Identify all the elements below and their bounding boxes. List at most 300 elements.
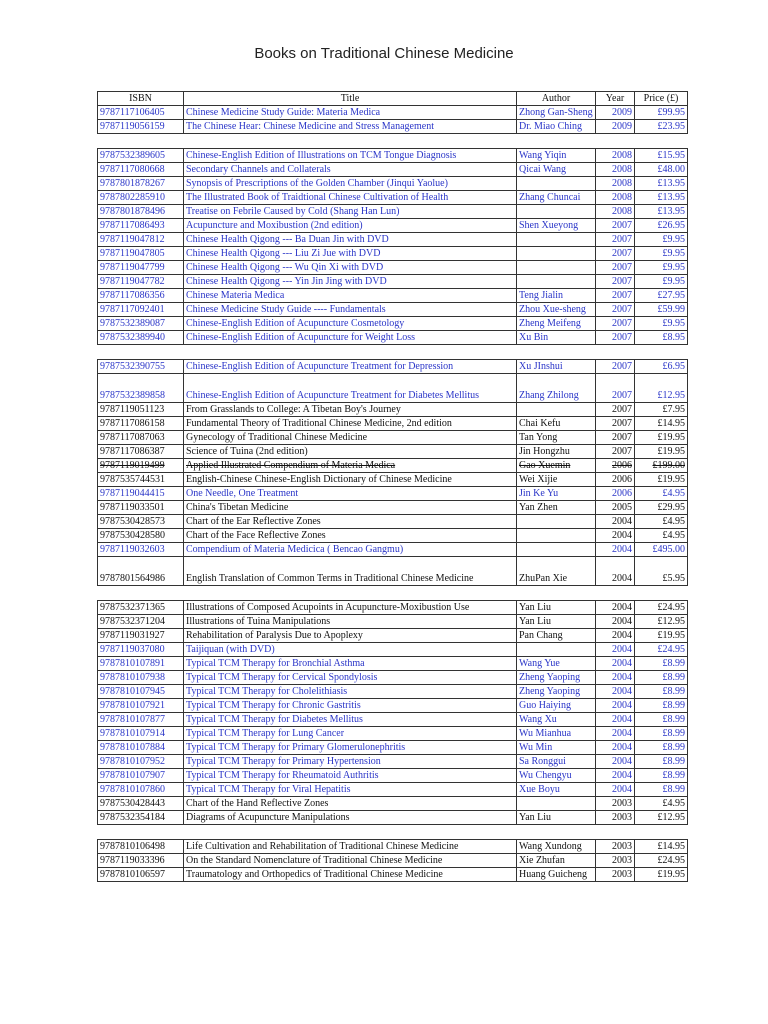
- year-cell: 2003: [596, 868, 635, 882]
- isbn-cell[interactable]: 9787119037080: [98, 643, 184, 657]
- table-row: [98, 331, 688, 345]
- isbn-cell[interactable]: 9787532389605: [98, 149, 184, 163]
- isbn-cell: 9787119031927: [98, 629, 184, 643]
- author-cell: [517, 529, 596, 543]
- price-cell[interactable]: £12.95: [635, 374, 688, 403]
- author-cell[interactable]: Wang Xu: [517, 713, 596, 727]
- price-cell[interactable]: £8.99: [635, 727, 688, 741]
- table-row: [98, 515, 688, 529]
- year-cell[interactable]: 2007: [596, 374, 635, 403]
- isbn-cell[interactable]: 9787810107914: [98, 727, 184, 741]
- year-cell: 2004: [596, 529, 635, 543]
- year-cell[interactable]: 2008: [596, 149, 635, 163]
- year-cell: 2004: [596, 557, 635, 586]
- table-row: [98, 149, 688, 163]
- year-cell[interactable]: 2007: [596, 289, 635, 303]
- author-cell: [517, 515, 596, 529]
- table-row: [98, 445, 688, 459]
- price-cell: £19.95: [635, 629, 688, 643]
- author-cell: Yan Liu: [517, 615, 596, 629]
- author-cell: Jin Hongzhu: [517, 445, 596, 459]
- table-row: [98, 459, 688, 473]
- year-cell[interactable]: 2008: [596, 163, 635, 177]
- spacer-cell: [517, 586, 596, 601]
- price-cell[interactable]: £495.00: [635, 543, 688, 557]
- title-cell: Chart of the Face Reflective Zones: [184, 529, 517, 543]
- year-cell: 2004: [596, 515, 635, 529]
- year-cell: 2004: [596, 615, 635, 629]
- title-cell: Gynecology of Traditional Chinese Medicine: [184, 431, 517, 445]
- isbn-cell[interactable]: 9787810107877: [98, 713, 184, 727]
- price-cell[interactable]: £9.95: [635, 261, 688, 275]
- column-header-isbn: ISBN: [98, 92, 184, 106]
- author-cell: Wei Xijie: [517, 473, 596, 487]
- title-cell[interactable]: The Chinese Hear: Chinese Medicine and Stress Management: [184, 120, 517, 134]
- table-row: [98, 755, 688, 769]
- title-cell: China's Tibetan Medicine: [184, 501, 517, 515]
- spacer-cell: [517, 345, 596, 360]
- isbn-cell[interactable]: 9787810107952: [98, 755, 184, 769]
- isbn-cell[interactable]: 9787119047782: [98, 275, 184, 289]
- author-cell: [517, 403, 596, 417]
- year-cell[interactable]: 2004: [596, 741, 635, 755]
- spacer-row: [98, 586, 688, 601]
- author-cell[interactable]: [517, 261, 596, 275]
- isbn-cell[interactable]: 9787810107938: [98, 671, 184, 685]
- year-cell[interactable]: 2007: [596, 219, 635, 233]
- table-row: [98, 543, 688, 557]
- year-cell[interactable]: 2007: [596, 275, 635, 289]
- table-row: [98, 417, 688, 431]
- author-cell[interactable]: Zhang Chuncai: [517, 191, 596, 205]
- price-cell: £19.95: [635, 473, 688, 487]
- books-table: [97, 91, 688, 882]
- spacer-cell: [596, 825, 635, 840]
- title-cell: English-Chinese Chinese-English Dictionary of Chinese Medicine: [184, 473, 517, 487]
- isbn-cell[interactable]: 9787119032603: [98, 543, 184, 557]
- year-cell: 2004: [596, 629, 635, 643]
- year-cell[interactable]: 2004: [596, 783, 635, 797]
- price-cell[interactable]: £8.99: [635, 741, 688, 755]
- year-cell[interactable]: 2008: [596, 191, 635, 205]
- author-cell[interactable]: Xu Bin: [517, 331, 596, 345]
- table-row: [98, 797, 688, 811]
- table-row: [98, 727, 688, 741]
- year-cell[interactable]: 2009: [596, 106, 635, 120]
- author-cell[interactable]: Zheng Yaoping: [517, 671, 596, 685]
- table-row: [98, 191, 688, 205]
- isbn-cell[interactable]: 9787532389858: [98, 374, 184, 403]
- isbn-cell[interactable]: 9787119047805: [98, 247, 184, 261]
- spacer-cell: [98, 345, 184, 360]
- spacer-cell: [184, 586, 517, 601]
- title-cell[interactable]: Chinese-English Edition of Acupuncture for Weight Loss: [184, 331, 517, 345]
- year-cell[interactable]: 2007: [596, 247, 635, 261]
- author-cell[interactable]: Wu Mianhua: [517, 727, 596, 741]
- year-cell: 2003: [596, 797, 635, 811]
- year-cell[interactable]: 2004: [596, 657, 635, 671]
- table-row: [98, 275, 688, 289]
- author-cell[interactable]: Xu JInshui: [517, 360, 596, 374]
- table-row: [98, 501, 688, 515]
- year-cell[interactable]: 2004: [596, 699, 635, 713]
- title-cell[interactable]: Compendium of Materia Medicica ( Bencao Gangmu): [184, 543, 517, 557]
- title-cell[interactable]: Chinese Medicine Study Guide ---- Fundamentals: [184, 303, 517, 317]
- isbn-cell[interactable]: 9787532389940: [98, 331, 184, 345]
- table-row: [98, 643, 688, 657]
- header-row: [98, 92, 688, 106]
- author-cell[interactable]: Shen Xueyong: [517, 219, 596, 233]
- title-cell[interactable]: Typical TCM Therapy for Bronchial Asthma: [184, 657, 517, 671]
- price-cell: £4.95: [635, 797, 688, 811]
- price-cell: £19.95: [635, 431, 688, 445]
- table-row: [98, 769, 688, 783]
- title-cell[interactable]: Chinese-English Edition of Acupuncture Cosmetology: [184, 317, 517, 331]
- author-cell[interactable]: Wu Min: [517, 741, 596, 755]
- title-cell[interactable]: Chinese Medicine Study Guide: Materia Medica: [184, 106, 517, 120]
- isbn-cell[interactable]: 9787810107891: [98, 657, 184, 671]
- year-cell[interactable]: 2004: [596, 713, 635, 727]
- title-cell: Illustrations of Composed Acupoints in Acupuncture-Moxibustion Use: [184, 601, 517, 615]
- isbn-cell: 9787810106597: [98, 868, 184, 882]
- author-cell: Pan Chang: [517, 629, 596, 643]
- year-cell: 2004: [596, 601, 635, 615]
- isbn-cell[interactable]: 9787117092401: [98, 303, 184, 317]
- price-cell[interactable]: £8.99: [635, 769, 688, 783]
- price-cell[interactable]: £8.99: [635, 699, 688, 713]
- title-cell: Applied Illustrated Compendium of Materia Medica: [184, 459, 517, 473]
- table-row: [98, 783, 688, 797]
- title-cell[interactable]: Treatise on Febrile Caused by Cold (Shang Han Lun): [184, 205, 517, 219]
- price-cell[interactable]: £9.95: [635, 317, 688, 331]
- isbn-cell[interactable]: 9787119047799: [98, 261, 184, 275]
- isbn-cell[interactable]: 9787119056159: [98, 120, 184, 134]
- table-row: [98, 601, 688, 615]
- isbn-cell[interactable]: 9787117080668: [98, 163, 184, 177]
- spacer-row: [98, 134, 688, 149]
- isbn-cell: 9787532371365: [98, 601, 184, 615]
- author-cell: Chai Kefu: [517, 417, 596, 431]
- author-cell[interactable]: Dr. Miao Ching: [517, 120, 596, 134]
- year-cell[interactable]: 2007: [596, 303, 635, 317]
- year-cell[interactable]: 2008: [596, 177, 635, 191]
- title-cell[interactable]: Typical TCM Therapy for Rheumatoid Authritis: [184, 769, 517, 783]
- title-cell: Illustrations of Tuina Manipulations: [184, 615, 517, 629]
- isbn-cell: 9787119033501: [98, 501, 184, 515]
- title-cell[interactable]: Typical TCM Therapy for Cervical Spondylosis: [184, 671, 517, 685]
- title-cell[interactable]: Chinese Health Qigong --- Wu Qin Xi with DVD: [184, 261, 517, 275]
- isbn-cell[interactable]: 9787117086493: [98, 219, 184, 233]
- author-cell[interactable]: Zhou Xue-sheng: [517, 303, 596, 317]
- spacer-cell: [98, 134, 184, 149]
- price-cell[interactable]: £23.95: [635, 120, 688, 134]
- year-cell[interactable]: 2008: [596, 205, 635, 219]
- year-cell: 2007: [596, 403, 635, 417]
- title-cell[interactable]: Typical TCM Therapy for Cholelithiasis: [184, 685, 517, 699]
- author-cell: Xie Zhufan: [517, 854, 596, 868]
- isbn-cell: 9787119033396: [98, 854, 184, 868]
- author-cell: ZhuPan Xie: [517, 557, 596, 586]
- spacer-cell: [517, 134, 596, 149]
- column-header-title: Title: [184, 92, 517, 106]
- isbn-cell: 9787119019499: [98, 459, 184, 473]
- spacer-cell: [184, 345, 517, 360]
- table-row: [98, 657, 688, 671]
- price-cell[interactable]: £4.95: [635, 487, 688, 501]
- price-cell[interactable]: £8.99: [635, 671, 688, 685]
- title-cell[interactable]: Chinese Health Qigong --- Liu Zi Jue with DVD: [184, 247, 517, 261]
- title-cell[interactable]: Chinese Health Qigong --- Yin Jin Jing with DVD: [184, 275, 517, 289]
- year-cell: 2003: [596, 840, 635, 854]
- price-cell: £24.95: [635, 854, 688, 868]
- author-cell: Gao Xuemin: [517, 459, 596, 473]
- author-cell[interactable]: Zhong Gan-Sheng: [517, 106, 596, 120]
- price-cell[interactable]: £8.99: [635, 713, 688, 727]
- year-cell[interactable]: 2004: [596, 755, 635, 769]
- price-cell[interactable]: £8.99: [635, 685, 688, 699]
- year-cell[interactable]: 2004: [596, 671, 635, 685]
- isbn-cell: 9787117086387: [98, 445, 184, 459]
- price-cell[interactable]: £9.95: [635, 233, 688, 247]
- table-row: [98, 360, 688, 374]
- table-row: [98, 854, 688, 868]
- price-cell[interactable]: £8.99: [635, 755, 688, 769]
- year-cell[interactable]: 2007: [596, 233, 635, 247]
- isbn-cell: 9787117086158: [98, 417, 184, 431]
- author-cell[interactable]: Sa Ronggui: [517, 755, 596, 769]
- spacer-row: [98, 345, 688, 360]
- spacer-cell: [596, 345, 635, 360]
- table-row: [98, 473, 688, 487]
- author-cell[interactable]: Xue Boyu: [517, 783, 596, 797]
- price-cell[interactable]: £27.95: [635, 289, 688, 303]
- year-cell[interactable]: 2006: [596, 487, 635, 501]
- isbn-cell[interactable]: 9787532390755: [98, 360, 184, 374]
- title-cell[interactable]: Typical TCM Therapy for Lung Cancer: [184, 727, 517, 741]
- title-cell[interactable]: Chinese Materia Medica: [184, 289, 517, 303]
- spacer-cell: [184, 134, 517, 149]
- isbn-cell[interactable]: 9787810107884: [98, 741, 184, 755]
- author-cell[interactable]: [517, 643, 596, 657]
- title-cell[interactable]: The Illustrated Book of Traidtional Chinese Cultivation of Health: [184, 191, 517, 205]
- title-cell: Traumatology and Orthopedics of Traditional Chinese Medicine: [184, 868, 517, 882]
- year-cell[interactable]: 2007: [596, 261, 635, 275]
- isbn-cell: 9787117087063: [98, 431, 184, 445]
- year-cell[interactable]: 2007: [596, 360, 635, 374]
- table-row: [98, 163, 688, 177]
- title-cell[interactable]: One Needle, One Treatment: [184, 487, 517, 501]
- isbn-cell[interactable]: 9787119044415: [98, 487, 184, 501]
- table-row: [98, 233, 688, 247]
- spacer-cell: [98, 825, 184, 840]
- year-cell[interactable]: 2004: [596, 643, 635, 657]
- year-cell[interactable]: 2007: [596, 317, 635, 331]
- table-row: [98, 840, 688, 854]
- table-row: [98, 685, 688, 699]
- spacer-cell: [98, 586, 184, 601]
- table-row: [98, 671, 688, 685]
- price-cell[interactable]: £8.99: [635, 657, 688, 671]
- title-cell: Chart of the Ear Reflective Zones: [184, 515, 517, 529]
- price-cell: £12.95: [635, 811, 688, 825]
- title-cell[interactable]: Chinese-English Edition of Acupuncture Treatment for Diabetes Mellitus: [184, 374, 517, 403]
- year-cell: 2003: [596, 854, 635, 868]
- title-cell[interactable]: Synopsis of Prescriptions of the Golden Chamber (Jinqui Yaolue): [184, 177, 517, 191]
- author-cell[interactable]: Zheng Meifeng: [517, 317, 596, 331]
- title-cell[interactable]: Chinese-English Edition of Acupuncture Treatment for Depression: [184, 360, 517, 374]
- author-cell[interactable]: Teng Jialin: [517, 289, 596, 303]
- title-cell: Fundamental Theory of Traditional Chinese Medicine, 2nd edition: [184, 417, 517, 431]
- column-header-author: Author: [517, 92, 596, 106]
- table-row: [98, 303, 688, 317]
- author-cell[interactable]: [517, 205, 596, 219]
- title-cell[interactable]: Taijiquan (with DVD): [184, 643, 517, 657]
- title-cell[interactable]: Typical TCM Therapy for Viral Hepatitis: [184, 783, 517, 797]
- table-row: [98, 177, 688, 191]
- price-cell: £29.95: [635, 501, 688, 515]
- isbn-cell: 9787532354184: [98, 811, 184, 825]
- title-cell: Life Cultivation and Rehabilitation of Traditional Chinese Medicine: [184, 840, 517, 854]
- price-cell[interactable]: £13.95: [635, 191, 688, 205]
- year-cell: 2007: [596, 417, 635, 431]
- table-row: [98, 317, 688, 331]
- author-cell[interactable]: [517, 275, 596, 289]
- price-cell[interactable]: £48.00: [635, 163, 688, 177]
- author-cell[interactable]: Wang Yiqin: [517, 149, 596, 163]
- author-cell[interactable]: Zheng Yaoping: [517, 685, 596, 699]
- price-cell[interactable]: £59.99: [635, 303, 688, 317]
- isbn-cell[interactable]: 9787810107945: [98, 685, 184, 699]
- year-cell: 2003: [596, 811, 635, 825]
- isbn-cell[interactable]: 9787117106405: [98, 106, 184, 120]
- isbn-cell[interactable]: 9787119047812: [98, 233, 184, 247]
- title-cell[interactable]: Typical TCM Therapy for Chronic Gastritis: [184, 699, 517, 713]
- year-cell[interactable]: 2004: [596, 543, 635, 557]
- year-cell[interactable]: 2009: [596, 120, 635, 134]
- year-cell[interactable]: 2004: [596, 727, 635, 741]
- author-cell[interactable]: Qicai Wang: [517, 163, 596, 177]
- table-row: [98, 741, 688, 755]
- isbn-cell[interactable]: 9787810107921: [98, 699, 184, 713]
- author-cell[interactable]: Guo Haiying: [517, 699, 596, 713]
- year-cell: 2005: [596, 501, 635, 515]
- spacer-cell: [635, 586, 688, 601]
- isbn-cell[interactable]: 9787810107907: [98, 769, 184, 783]
- year-cell: 2007: [596, 445, 635, 459]
- year-cell[interactable]: 2004: [596, 685, 635, 699]
- author-cell[interactable]: [517, 177, 596, 191]
- author-cell[interactable]: Wang Yue: [517, 657, 596, 671]
- isbn-cell: 9787119051123: [98, 403, 184, 417]
- price-cell: £5.95: [635, 557, 688, 586]
- table-row: [98, 106, 688, 120]
- price-cell[interactable]: £9.95: [635, 275, 688, 289]
- author-cell[interactable]: Zhang Zhilong: [517, 374, 596, 403]
- isbn-cell[interactable]: 9787532389087: [98, 317, 184, 331]
- author-cell: Yan Zhen: [517, 501, 596, 515]
- year-cell: 2007: [596, 431, 635, 445]
- isbn-cell[interactable]: 9787810107860: [98, 783, 184, 797]
- table-row: [98, 557, 688, 586]
- spacer-cell: [635, 345, 688, 360]
- spacer-cell: [517, 825, 596, 840]
- isbn-cell: 9787801564986: [98, 557, 184, 586]
- isbn-cell[interactable]: 9787117086356: [98, 289, 184, 303]
- spacer-cell: [596, 586, 635, 601]
- title-cell[interactable]: Typical TCM Therapy for Primary Glomerulonephritis: [184, 741, 517, 755]
- spacer-cell: [635, 134, 688, 149]
- isbn-cell[interactable]: 9787801878496: [98, 205, 184, 219]
- isbn-cell: 9787810106498: [98, 840, 184, 854]
- price-cell: £19.95: [635, 445, 688, 459]
- title-cell: On the Standard Nomenclature of Traditional Chinese Medicine: [184, 854, 517, 868]
- title-cell[interactable]: Typical TCM Therapy for Primary Hypertension: [184, 755, 517, 769]
- isbn-cell[interactable]: 9787802285910: [98, 191, 184, 205]
- author-cell[interactable]: Wu Chengyu: [517, 769, 596, 783]
- table-row: [98, 120, 688, 134]
- table-row: [98, 247, 688, 261]
- price-cell: £4.95: [635, 515, 688, 529]
- table-row: [98, 205, 688, 219]
- table-row: [98, 374, 688, 403]
- price-cell[interactable]: £24.95: [635, 643, 688, 657]
- page-title: Books on Traditional Chinese Medicine: [254, 45, 514, 62]
- price-cell: £199.00: [635, 459, 688, 473]
- author-cell[interactable]: Jin Ke Yu: [517, 487, 596, 501]
- title-cell: Chart of the Hand Reflective Zones: [184, 797, 517, 811]
- price-cell[interactable]: £13.95: [635, 177, 688, 191]
- title-cell[interactable]: Chinese Health Qigong --- Ba Duan Jin with DVD: [184, 233, 517, 247]
- author-cell[interactable]: [517, 543, 596, 557]
- table-row: [98, 615, 688, 629]
- title-cell: Science of Tuina (2nd edition): [184, 445, 517, 459]
- title-cell[interactable]: Secondary Channels and Collaterals: [184, 163, 517, 177]
- title-cell[interactable]: Acupuncture and Moxibustion (2nd edition): [184, 219, 517, 233]
- table-row: [98, 811, 688, 825]
- author-cell: [517, 797, 596, 811]
- isbn-cell: 9787530428443: [98, 797, 184, 811]
- price-cell: £7.95: [635, 403, 688, 417]
- year-cell[interactable]: 2004: [596, 769, 635, 783]
- column-header-price: Price (£): [635, 92, 688, 106]
- title-cell[interactable]: Typical TCM Therapy for Diabetes Mellitus: [184, 713, 517, 727]
- price-cell[interactable]: £8.95: [635, 331, 688, 345]
- table-row: [98, 289, 688, 303]
- table-row: [98, 713, 688, 727]
- table-row: [98, 699, 688, 713]
- price-cell[interactable]: £13.95: [635, 205, 688, 219]
- isbn-cell[interactable]: 9787801878267: [98, 177, 184, 191]
- table-row: [98, 403, 688, 417]
- price-cell[interactable]: £9.95: [635, 247, 688, 261]
- title-cell: Diagrams of Acupuncture Manipulations: [184, 811, 517, 825]
- isbn-cell: 9787530428580: [98, 529, 184, 543]
- price-cell[interactable]: £15.95: [635, 149, 688, 163]
- price-cell[interactable]: £6.95: [635, 360, 688, 374]
- author-cell[interactable]: [517, 233, 596, 247]
- table-row: [98, 529, 688, 543]
- price-cell: £14.95: [635, 417, 688, 431]
- price-cell: £4.95: [635, 529, 688, 543]
- author-cell: Yan Liu: [517, 811, 596, 825]
- price-cell[interactable]: £8.99: [635, 783, 688, 797]
- price-cell[interactable]: £26.95: [635, 219, 688, 233]
- author-cell[interactable]: [517, 247, 596, 261]
- year-cell[interactable]: 2007: [596, 331, 635, 345]
- title-cell: From Grasslands to College: A Tibetan Boy's Journey: [184, 403, 517, 417]
- title-cell[interactable]: Chinese-English Edition of Illustrations on TCM Tongue Diagnosis: [184, 149, 517, 163]
- price-cell[interactable]: £99.95: [635, 106, 688, 120]
